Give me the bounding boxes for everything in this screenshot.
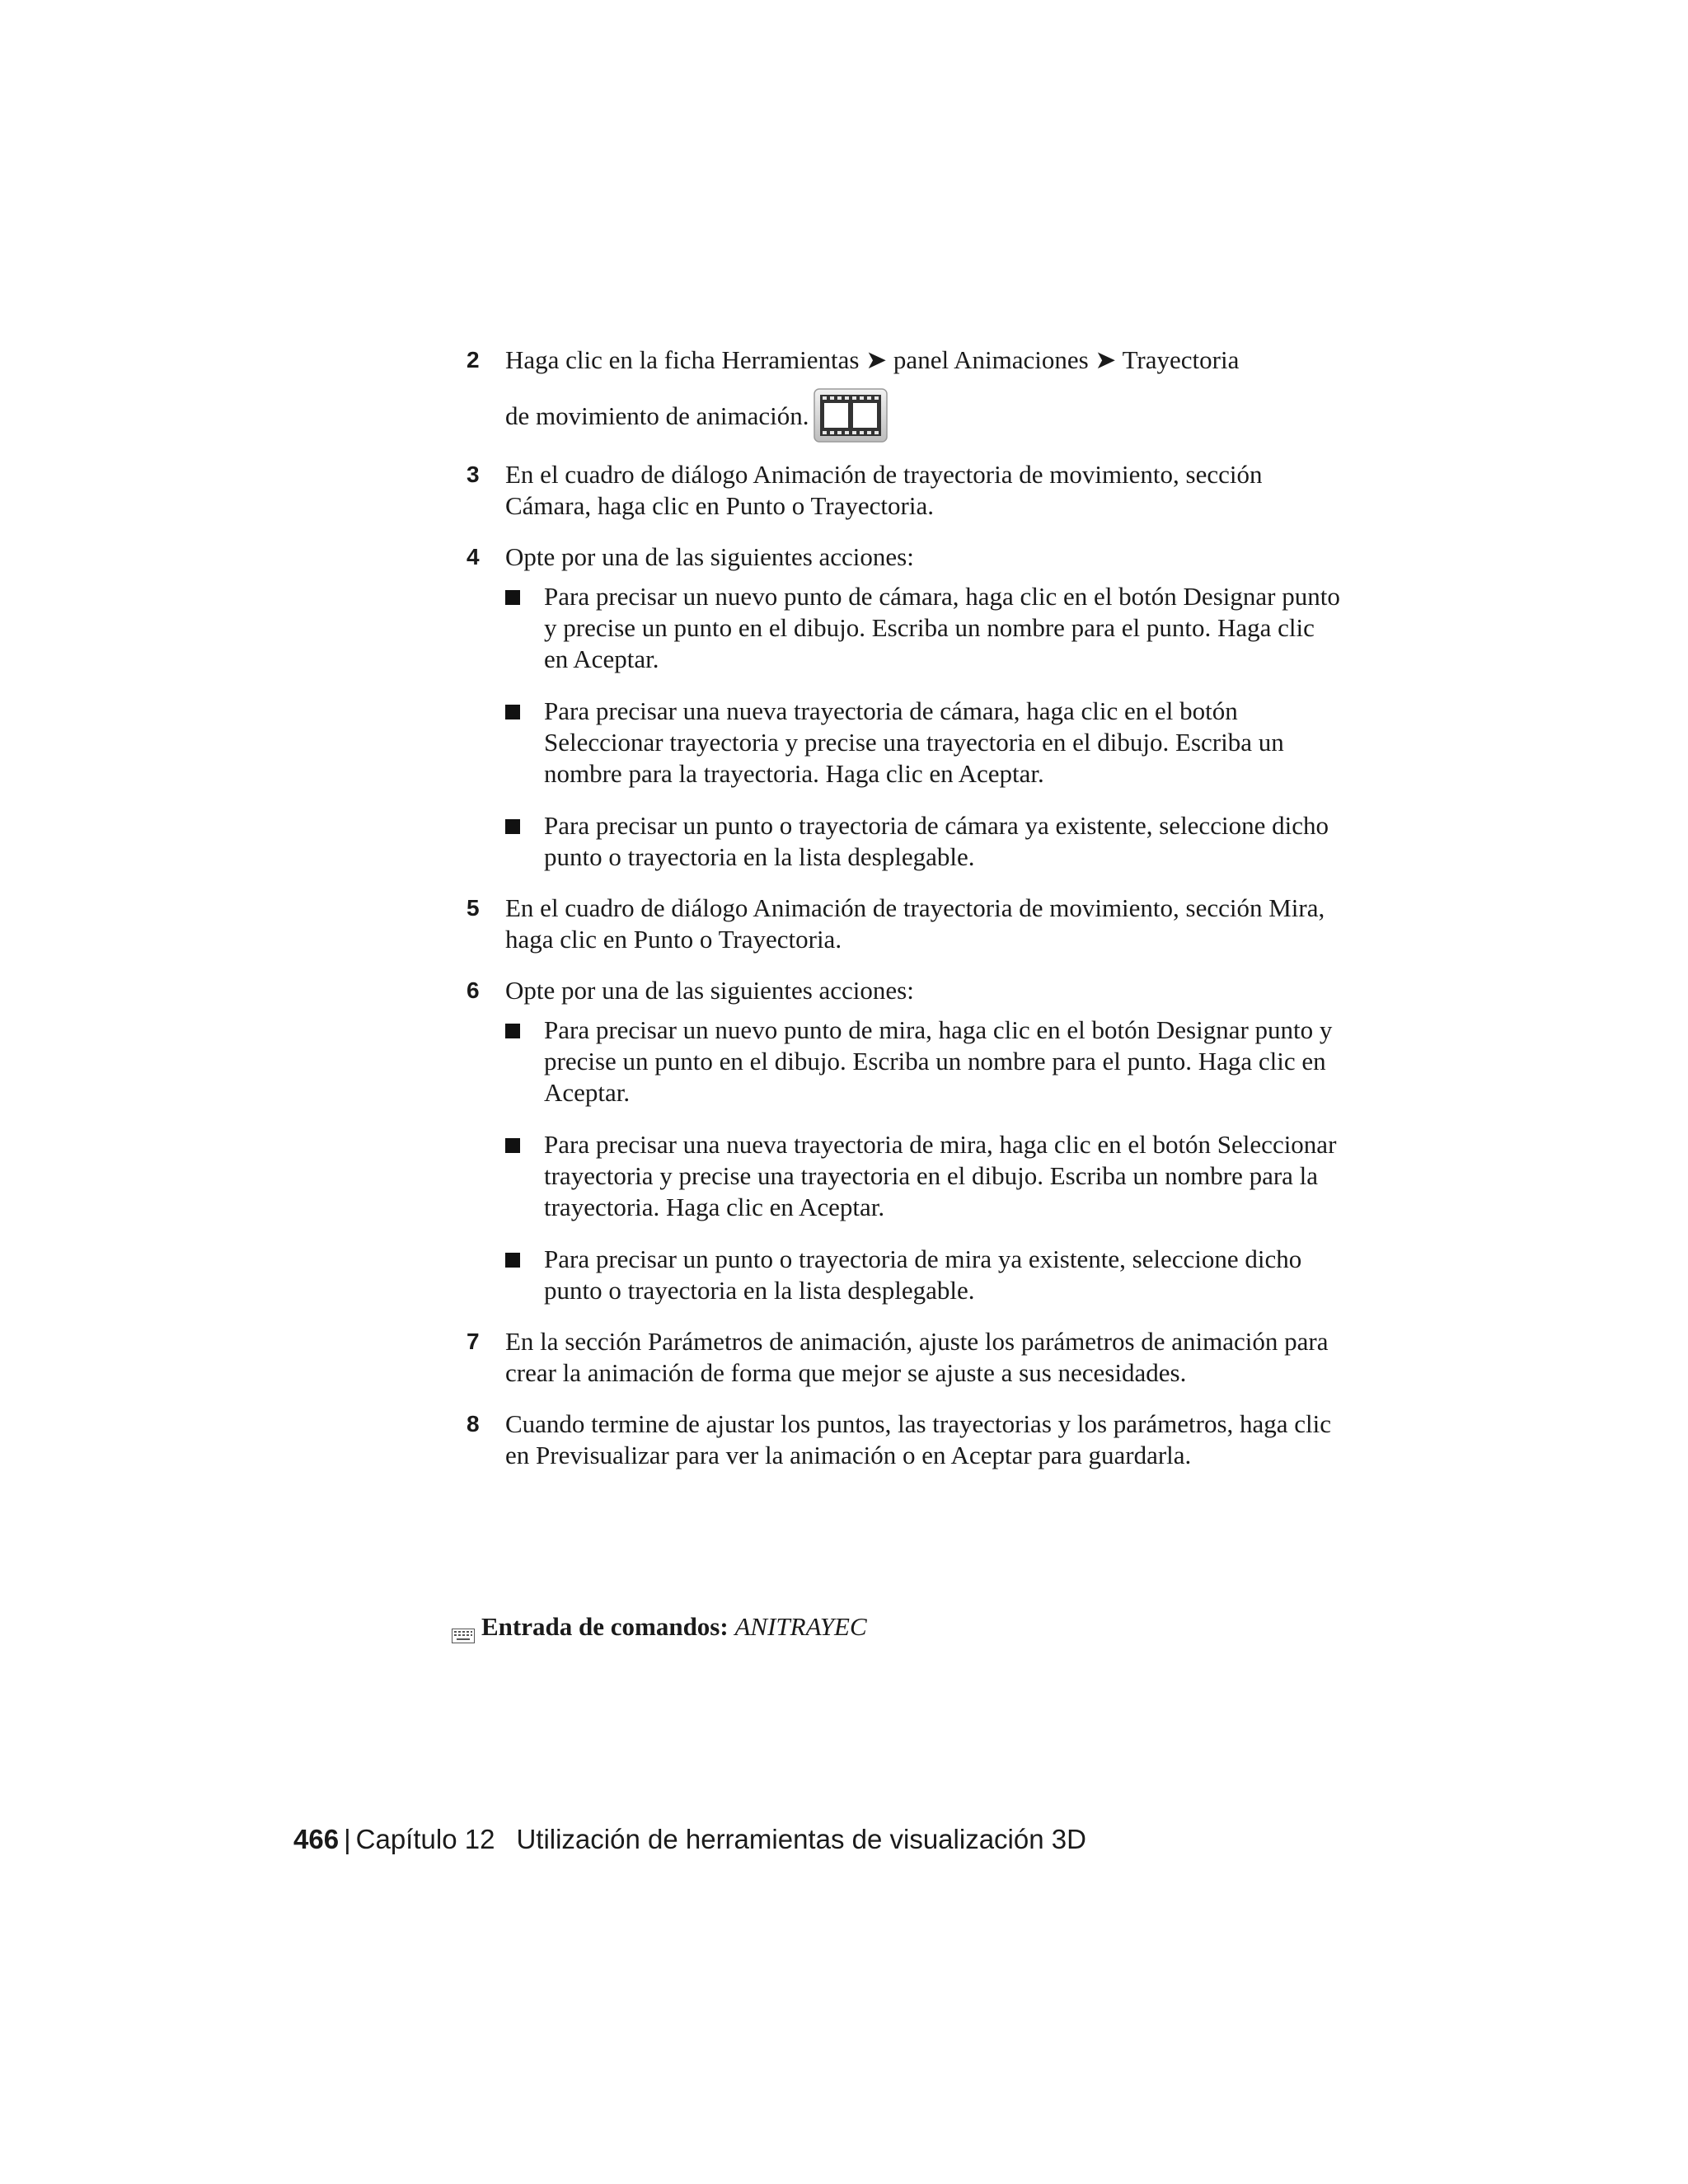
step-number: 2 bbox=[467, 347, 480, 373]
step-number: 3 bbox=[467, 462, 480, 487]
chapter-title: Utilización de herramientas de visualización 3D bbox=[516, 1824, 1086, 1854]
step-5 bbox=[467, 893, 1340, 955]
bullet-text: Para precisar una nueva trayectoria de mira, haga clic en el botón Seleccionar trayectoria y precise una trayectoria en el dibujo. Escriba un nombre para la trayectoria. Haga clic en Aceptar. bbox=[544, 1130, 1337, 1221]
bullet-list bbox=[505, 1015, 1340, 1306]
bullet-item bbox=[505, 696, 1340, 790]
step-number: 7 bbox=[467, 1329, 480, 1354]
bullet-item bbox=[505, 1244, 1340, 1306]
step-text: Cuando termine de ajustar los puntos, las trayectorias y los parámetros, haga clic en Previsualizar para ver la animación o en Aceptar para guardarla. bbox=[505, 1409, 1332, 1469]
square-bullet-icon bbox=[505, 705, 520, 719]
step-number: 8 bbox=[467, 1411, 480, 1436]
bullet-text: Para precisar un punto o trayectoria de mira ya existente, seleccione dicho punto o trayectoria en la lista desplegable. bbox=[544, 1244, 1302, 1305]
command-label: Entrada de comandos: bbox=[481, 1612, 729, 1641]
page-number: 466 bbox=[293, 1824, 340, 1854]
step-number: 6 bbox=[467, 977, 480, 1003]
bullet-item bbox=[505, 810, 1340, 873]
step-text: Haga clic en la ficha Herramientas ➤ panel Animaciones ➤ Trayectoria bbox=[505, 345, 1240, 374]
step-8 bbox=[467, 1408, 1340, 1471]
chapter-label: Capítulo 12 bbox=[355, 1824, 495, 1854]
footer-separator: | bbox=[344, 1824, 351, 1854]
bullet-text: Para precisar una nueva trayectoria de cámara, haga clic en el botón Seleccionar trayectoria y precise una trayectoria en el dibujo. Escriba un nombre para la trayectoria. Haga clic en Aceptar. bbox=[544, 696, 1284, 788]
step-4 bbox=[467, 541, 1340, 873]
step-text: En la sección Parámetros de animación, ajuste los parámetros de animación para crear la animación de forma que mejor se ajuste a sus necesidades. bbox=[505, 1327, 1329, 1387]
bullet-list bbox=[505, 581, 1340, 873]
step-3 bbox=[467, 459, 1340, 522]
bullet-item bbox=[505, 581, 1340, 675]
step-number: 5 bbox=[467, 895, 480, 921]
square-bullet-icon bbox=[505, 1253, 520, 1268]
command-value: ANITRAYEC bbox=[734, 1612, 867, 1641]
step-text: Opte por una de las siguientes acciones: bbox=[505, 976, 914, 1005]
step-text: En el cuadro de diálogo Animación de trayectoria de movimiento, sección Mira, haga clic en Punto o Trayectoria. bbox=[505, 893, 1325, 954]
step-text-line bbox=[505, 387, 1340, 441]
instructions bbox=[467, 344, 1340, 1491]
bullet-text: Para precisar un nuevo punto de mira, haga clic en el botón Designar punto y precise un punto en el dibujo. Escriba un nombre para el punto. Haga clic en Aceptar. bbox=[544, 1015, 1333, 1107]
step-text: Opte por una de las siguientes acciones: bbox=[505, 542, 914, 571]
square-bullet-icon bbox=[505, 590, 520, 605]
bullet-text: Para precisar un punto o trayectoria de cámara ya existente, seleccione dicho punto o trayectoria en la lista desplegable. bbox=[544, 811, 1329, 871]
bullet-item bbox=[505, 1015, 1340, 1108]
step-number: 4 bbox=[467, 544, 480, 569]
bullet-text: Para precisar un nuevo punto de cámara, haga clic en el botón Designar punto y precise un punto en el dibujo. Escriba un nombre para el punto. Haga clic en Aceptar. bbox=[544, 582, 1340, 673]
step-2 bbox=[467, 344, 1340, 441]
square-bullet-icon bbox=[505, 1138, 520, 1153]
step-text-continued: de movimiento de animación. bbox=[505, 401, 809, 430]
step-text: En el cuadro de diálogo Animación de trayectoria de movimiento, sección Cámara, haga clic en Punto o Trayectoria. bbox=[505, 460, 1263, 520]
square-bullet-icon bbox=[505, 819, 520, 834]
film-strip-icon bbox=[814, 388, 888, 443]
page-footer bbox=[293, 1823, 1086, 1856]
bullet-item bbox=[505, 1129, 1340, 1223]
keyboard-icon bbox=[452, 1619, 475, 1634]
step-6 bbox=[467, 975, 1340, 1306]
step-7 bbox=[467, 1326, 1340, 1389]
command-entry bbox=[452, 1611, 867, 1643]
square-bullet-icon bbox=[505, 1024, 520, 1038]
